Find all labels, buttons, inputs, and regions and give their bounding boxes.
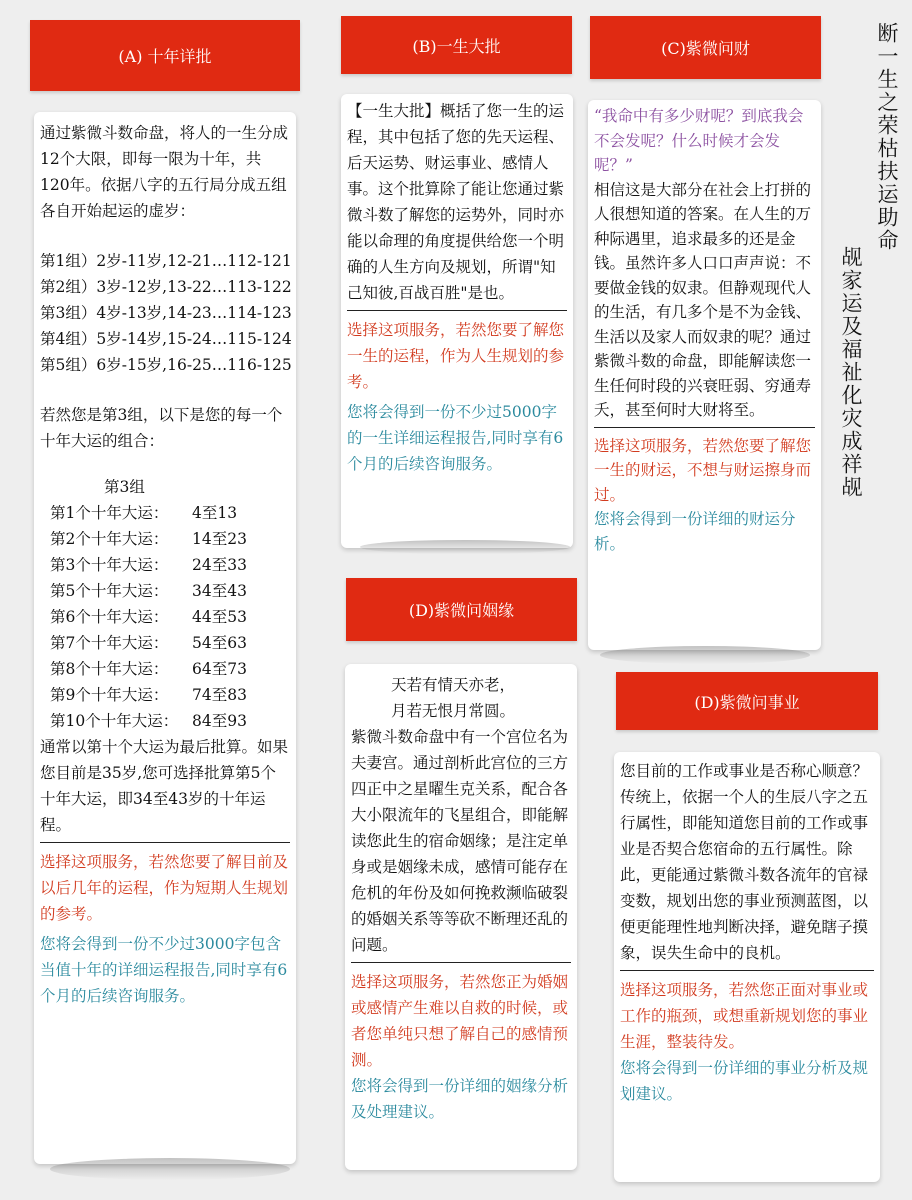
panel-c-quote: “我命中有多少财呢？到底我会不会发呢？什么时候才会发呢？” [594, 107, 804, 174]
banner-c-label: (C)紫微问财 [661, 39, 750, 58]
decade-row [50, 578, 290, 604]
decade-row [50, 552, 290, 578]
decade-row [50, 682, 290, 708]
decade-row [50, 500, 290, 526]
panel-a-lead: 若然您是第3组，以下是您的每一个十年大运的组合： [40, 406, 283, 450]
age-group-row: 第3组）4岁-13岁,14-23…114-123 [40, 304, 292, 322]
panel-a-select: 选择这项服务，若然您要了解目前及以后几年的运程，作为短期人生规划的参考。 [40, 853, 289, 923]
panel-a-intro: 通过紫微斗数命盘，将人的一生分成12个大限，即每一限为十年，共120年。依据八字的五行局分成五组各自开始起运的虚岁： [40, 124, 289, 220]
panel-d-career [614, 752, 880, 1182]
decade-label: 第1个十年大运： [50, 504, 169, 522]
decade-range: 64至73 [192, 660, 247, 678]
decade-label: 第2个十年大运： [50, 530, 169, 548]
divider [347, 310, 567, 311]
banner-a [30, 20, 300, 91]
banner-d-career [616, 672, 878, 730]
panel-d-marriage [345, 664, 577, 1170]
panel-c-get: 您将会得到一份详细的财运分析。 [594, 510, 796, 553]
panel-c-select: 选择这项服务，若然您要了解您一生的财运，不想与财运擦身而过。 [594, 436, 812, 504]
decade-range: 44至53 [192, 608, 247, 626]
banner-c [590, 16, 821, 79]
divider [620, 970, 874, 971]
panel-b-body: 【一生大批】概括了您一生的运程，其中包括了您的先天运程、后天运势、财运事业、感情人事。这个批算除了能让您通过紫微斗数了解您的运势外，同时亦能以命理的角度提供给您一个明确的人生方向及规划，所谓"知己知彼,百战百胜"是也。 [347, 102, 565, 302]
decade-label: 第5个十年大运： [50, 582, 169, 600]
decade-range: 84至93 [192, 712, 247, 730]
panel-d-career-body: 您目前的工作或事业是否称心顺意？传统上，依据一个人的生辰八字之五行属性，即能知道您目前的工作或事业是否契合您宿命的五行属性。除此，更能通过紫微斗数各流年的官禄变数，规划出您的事业预测蓝图，以便更能理性地判断决择，避免瞎子摸象，误失生命中的良机。 [620, 762, 869, 962]
panel-d-career-get: 您将会得到一份详细的事业分析及规划建议。 [620, 1059, 869, 1103]
panel-a [34, 112, 296, 1164]
panel-a-note: 通常以第十个大运为最后批算。如果您目前是35岁,您可选择批算第5个十年大运，即34至43岁的十年运程。 [40, 738, 289, 834]
age-group-row: 第1组）2岁-11岁,12-21…112-121 [40, 252, 292, 270]
decade-label: 第9个十年大运： [50, 686, 169, 704]
group-title: 第3组 [104, 478, 145, 496]
decade-range: 74至83 [192, 686, 247, 704]
panel-b-select: 选择这项服务，若然您要了解您一生的运程，作为人生规划的参考。 [347, 321, 565, 391]
panel-b-get: 您将会得到一份不少过5000字的一生详细运程报告,同时享有6个月的后续咨询服务。 [347, 403, 564, 473]
divider [40, 842, 290, 843]
decade-table [40, 500, 290, 734]
decade-row [50, 708, 290, 734]
age-group-row: 第2组）3岁-12岁,13-22…113-122 [40, 278, 292, 296]
poem-line-2: 月若无恨月常圆。 [391, 702, 516, 720]
decade-label: 第3个十年大运： [50, 556, 169, 574]
panel-d-marriage-get: 您将会得到一份详细的姻缘分析及处理建议。 [351, 1077, 569, 1121]
decade-range: 4至13 [192, 504, 238, 522]
decade-row [50, 630, 290, 656]
decade-range: 24至33 [192, 556, 247, 574]
decade-label: 第6个十年大运： [50, 608, 169, 626]
banner-d-marriage [346, 578, 577, 641]
poem-line-1: 天若有情天亦老， [391, 676, 516, 694]
side-title-line2: 觇家运及福祉化灾成祥觇 [839, 246, 863, 499]
divider [594, 427, 815, 428]
panel-c-body: 相信这是大部分在社会上打拼的人很想知道的答案。在人生的万种际遇里，追求最多的还是金钱。虽然许多人口口声声说：不要做金钱的奴隶。但静观现代人的生活，有几多个是不为金钱、生活以及家人而奴隶的呢？通过紫微斗数的命盘，即能解读您一生任何时段的兴衰旺弱、穷通寿夭，甚至何时大财将至。 [594, 180, 812, 419]
banner-d-career-label: (D)紫微问事业 [694, 692, 800, 712]
decade-label: 第7个十年大运： [50, 634, 169, 652]
divider [351, 962, 571, 963]
decade-range: 34至43 [192, 582, 247, 600]
panel-d-marriage-body: 紫微斗数命盘中有一个宫位名为夫妻宫。通过剖析此宫位的三方四正中之星曜生克关系，配合各大小限流年的飞星组合，即能解读您此生的宿命姻缘；是注定单身或是姻缘未成，感情可能存在危机的年份及如何挽救濒临破裂的婚姻关系等等砍不断理还乱的问题。 [351, 728, 569, 954]
age-groups [40, 248, 290, 378]
brush-shadow [600, 646, 810, 664]
decade-label: 第10个十年大运： [50, 712, 179, 730]
decade-range: 14至23 [192, 530, 247, 548]
decade-row [50, 526, 290, 552]
panel-b [341, 94, 573, 548]
banner-b-label: (B)一生大批 [412, 36, 501, 56]
brush-shadow [360, 540, 570, 554]
side-title-line1: 断一生之荣枯扶运助命 [875, 22, 899, 252]
decade-label: 第8个十年大运： [50, 660, 169, 678]
panel-d-marriage-select: 选择这项服务，若然您正为婚姻或感情产生难以自救的时候，或者您单纯只想了解自己的感情预测。 [351, 973, 569, 1069]
panel-c [588, 100, 821, 650]
decade-range: 54至63 [192, 634, 247, 652]
age-group-row: 第5组）6岁-15岁,16-25…116-125 [40, 356, 292, 374]
panel-a-get: 您将会得到一份不少过3000字包含当值十年的详细运程报告,同时享有6个月的后续咨询服务。 [40, 935, 288, 1005]
panel-d-career-select: 选择这项服务，若然您正面对事业或工作的瓶颈，或想重新规划您的事业生涯，整装待发。 [620, 981, 869, 1051]
banner-b [341, 16, 572, 74]
banner-a-label: (A) 十年详批 [118, 47, 212, 66]
banner-d-marriage-label: (D)紫微问姻缘 [408, 601, 515, 620]
decade-row [50, 656, 290, 682]
age-group-row: 第4组）5岁-14岁,15-24…115-124 [40, 330, 292, 348]
decade-row [50, 604, 290, 630]
brush-shadow [50, 1158, 290, 1180]
